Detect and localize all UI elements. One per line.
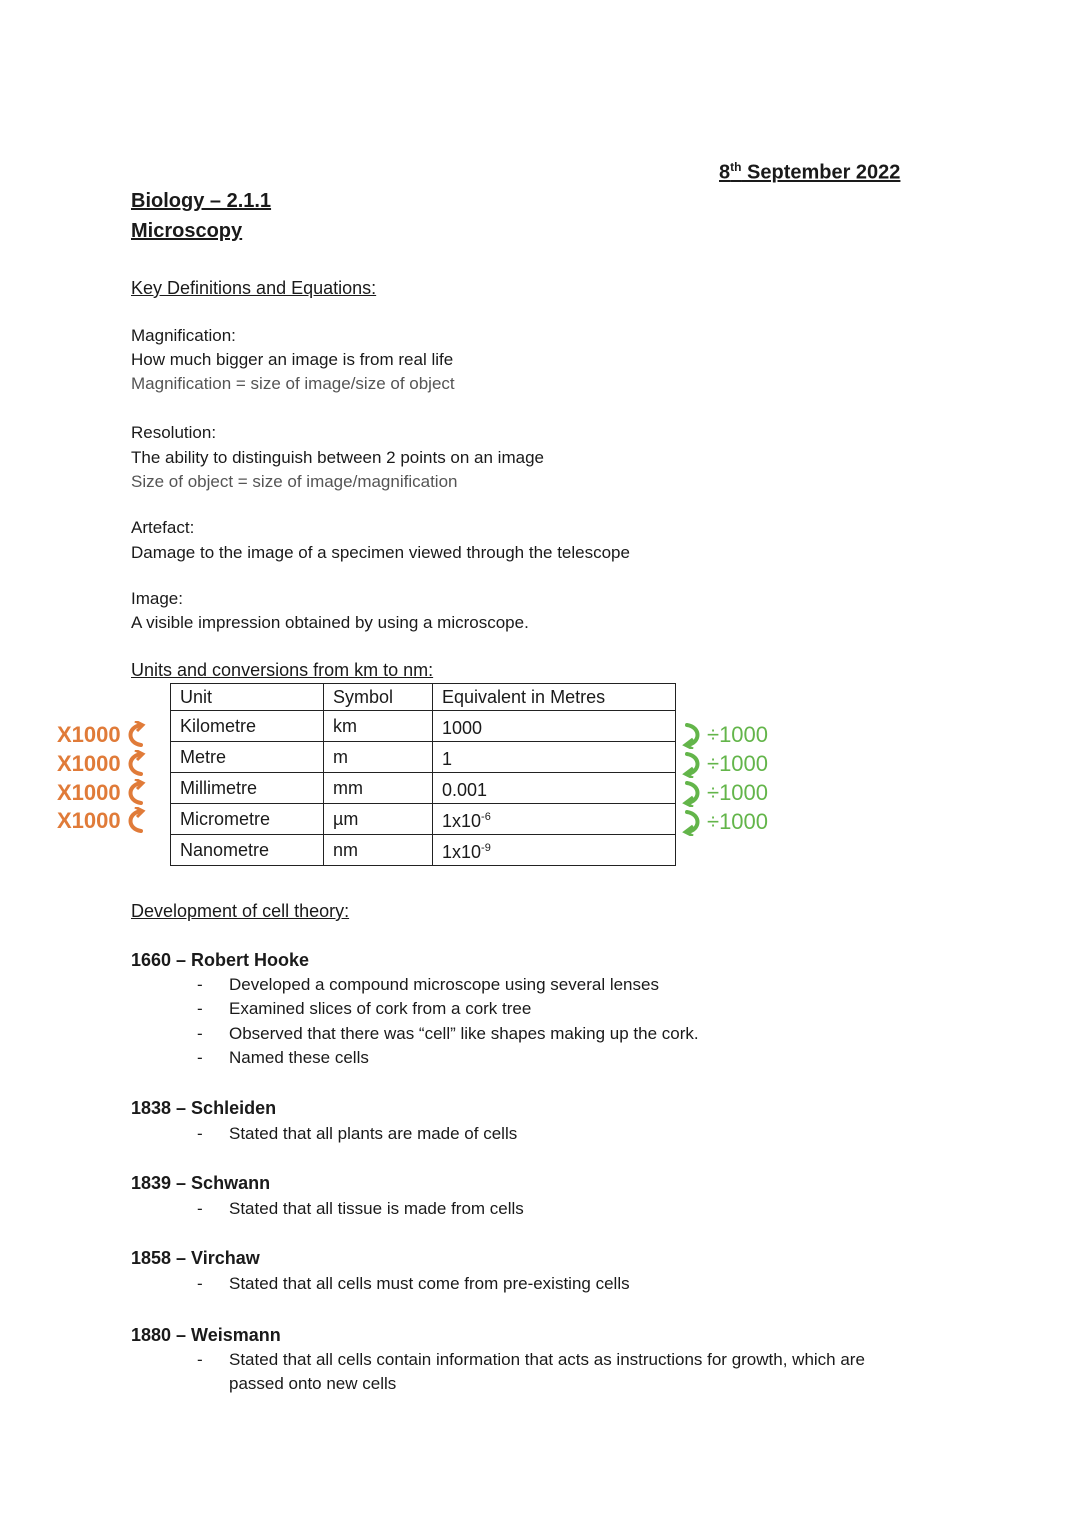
timeline-entry-year: 1880 – Weismann (131, 1325, 281, 1345)
column-header-unit: Unit (171, 684, 324, 711)
value-cell: 1000 (433, 711, 676, 742)
table-header-row (171, 684, 676, 711)
timeline-entry-year: 1660 – Robert Hooke (131, 950, 310, 970)
resolution-equation: Size of object = size of image/magnification (131, 472, 458, 491)
page-subtitle: Microscopy (131, 220, 243, 242)
curved-arrow-up-icon (121, 721, 147, 749)
column-header-equivalent: Equivalent in Metres (433, 684, 676, 711)
curved-arrow-down-icon (681, 808, 707, 836)
units-table (170, 683, 676, 866)
multiply-annotation: X1000 (57, 721, 147, 749)
curved-arrow-up-icon (121, 807, 147, 835)
magnification-label: Magnification: (131, 326, 236, 345)
table-row (171, 773, 676, 804)
curved-arrow-down-icon (681, 721, 707, 749)
unit-cell: Nanometre (171, 835, 324, 866)
value-cell: $1x10^{-6}$ (433, 804, 676, 835)
table-row (171, 711, 676, 742)
cell-theory-heading: Development of cell theory: (131, 901, 350, 921)
symbol-cell: µm (324, 804, 433, 835)
symbol-cell: mm (324, 773, 433, 804)
unit-cell: Millimetre (171, 773, 324, 804)
curved-arrow-down-icon (681, 779, 707, 807)
unit-cell: Kilometre (171, 711, 324, 742)
value-cell: $1x10^{-9}$ (433, 835, 676, 866)
symbol-cell: m (324, 742, 433, 773)
multiply-annotation: X1000 (57, 779, 147, 807)
resolution-definition: The ability to distinguish between 2 points on an image (131, 448, 544, 467)
resolution-label: Resolution: (131, 423, 217, 442)
divide-annotation: ÷1000 (681, 808, 768, 836)
definitions-heading: Key Definitions and Equations: (131, 278, 377, 298)
symbol-cell: nm (324, 835, 433, 866)
page-title: Biology – 2.1.1 (131, 190, 272, 212)
multiply-annotation: X1000 (57, 750, 147, 778)
table-row (171, 804, 676, 835)
unit-cell: Metre (171, 742, 324, 773)
curved-arrow-up-icon (121, 750, 147, 778)
curved-arrow-down-icon (681, 750, 707, 778)
column-header-symbol: Symbol (324, 684, 433, 711)
value-cell: 0.001 (433, 773, 676, 804)
divide-annotation: ÷1000 (681, 750, 768, 778)
divide-annotation: ÷1000 (681, 721, 768, 749)
image-label: Image: (131, 589, 183, 608)
magnification-equation: Magnification = size of image/size of object (131, 374, 455, 393)
magnification-definition: How much bigger an image is from real life (131, 350, 454, 369)
value-cell: 1 (433, 742, 676, 773)
table-row (171, 742, 676, 773)
image-definition: A visible impression obtained by using a microscope. (131, 613, 529, 632)
symbol-cell: km (324, 711, 433, 742)
artefact-definition: Damage to the image of a specimen viewed through the telescope (131, 543, 630, 562)
divide-annotation: ÷1000 (681, 779, 768, 807)
unit-cell: Micrometre (171, 804, 324, 835)
artefact-label: Artefact: (131, 518, 195, 537)
table-row (171, 835, 676, 866)
timeline-entry-year: 1858 – Virchaw (131, 1248, 260, 1268)
timeline-entry-year: 1839 – Schwann (131, 1173, 271, 1193)
curved-arrow-up-icon (121, 779, 147, 807)
multiply-annotation: X1000 (57, 807, 147, 835)
document-date: 8th September 2022 (719, 160, 901, 184)
timeline-entry-year: 1838 – Schleiden (131, 1098, 277, 1118)
units-heading: Units and conversions from km to nm: (131, 660, 434, 680)
